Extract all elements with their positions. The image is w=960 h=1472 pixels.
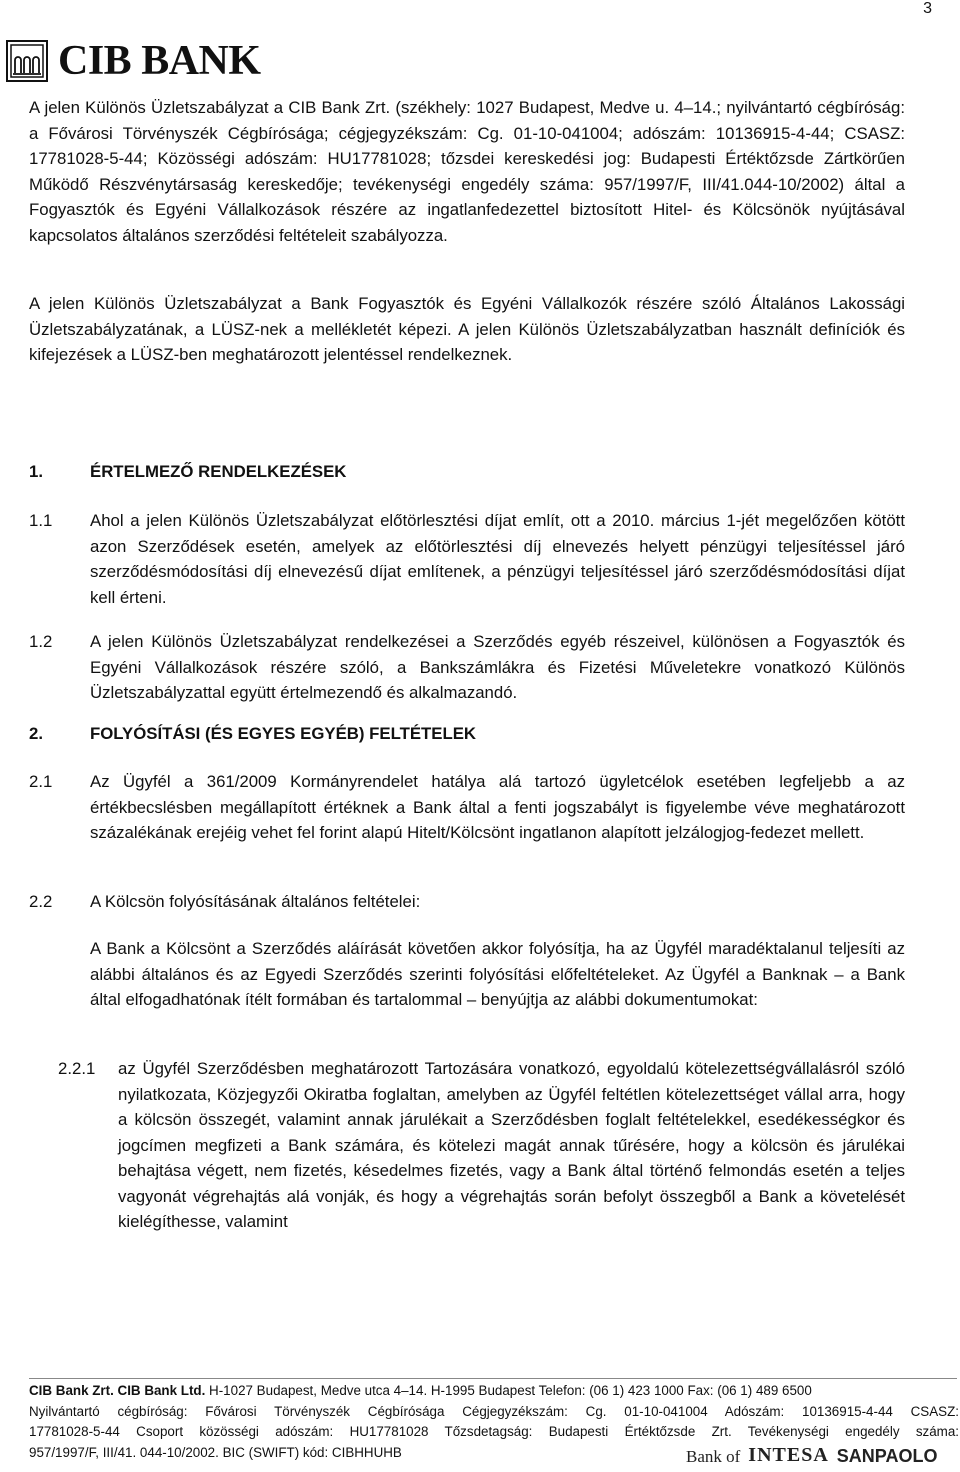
item-2-2-body: A Bank a Kölcsönt a Szerződés aláírását követően akkor folyósítja, ha az Ügyfél maradéktalanul teljesíti az alábbi általános és az Egyedi Szerződés szerinti folyósítási előfeltételeket. Az Ügyfél a Banknak – a Bank által elfogadhatónak ítélt formában és tartalommal – benyújtja az alábbi dokumentumokat: xyxy=(90,939,905,1009)
item-number: 2.1 xyxy=(29,772,53,791)
section-2-heading xyxy=(29,724,476,744)
item-1-2 xyxy=(29,629,905,706)
section-title: ÉRTELMEZŐ RENDELKEZÉSEK xyxy=(90,462,347,481)
intro-paragraph-1: A jelen Különös Üzletszabályzat a CIB Bank Zrt. (székhely: 1027 Budapest, Medve u. 4–14.; nyilvántartó cégbíróság: a Fővárosi Törvényszék Cégbírósága; cégjegyzékszám: Cg. 01-10-041004; adószám: 10136915-4-44; CSASZ: 17781028-5-44; Közösségi adószám: HU17781028; tőzsdei kereskedési jog: Budapesti Értéktőzsde Zártkörűen Működő Részvénytársaság kereskedője; tevékenységi engedély száma: 957/1997/F, III/41.044-10/2002) által a Fogyasztók és Egyéni Vállalkozások részére az ingatlanfedezettel biztosított Hitel- és Kölcsönök nyújtásával kapcsolatos általános szerződési feltételeit szabályozza. xyxy=(29,98,905,245)
item-number: 2.2.1 xyxy=(58,1059,96,1078)
item-number: 2.2 xyxy=(29,892,53,911)
item-number: 1.2 xyxy=(29,632,53,651)
footer-line-2: Nyilvántartó cégbíróság: Fővárosi Törvényszék Cégbírósága Cégjegyzékszám: Cg. 01-10-041004 Adószám: 10136915-4-44 CSASZ: xyxy=(29,1403,959,1419)
item-1-1 xyxy=(29,508,905,610)
item-text: az Ügyfél Szerződésben meghatározott Tartozására vonatkozó, egyoldalú kötelezettségvállalásról szóló nyilatkozata, Közjegyzői Okiratba foglaltan, amelyben az Ügyfél feltétlen kötelezettséget vállal arra, hogy a kölcsön összegét, valamint annak járulékait a Szerződésben foglalt feltételekkel, esedékességkor és jogcímen megfizeti a Bank számára, és kötelezi magát annak tűrésére, hogy a kölcsön és járulékai behajtása végett, nem fizetés, késedelmes fizetés, vagy a Bank által történő felmondás esetén a teljes vagyonát végrehajtás alá vonják, és hogy a végrehajtás során befolyt összegből a Bank a követelését kielégíthesse, valamint xyxy=(118,1059,905,1231)
item-2-2 xyxy=(29,889,905,915)
footer-divider xyxy=(29,1378,957,1379)
section-number: 2. xyxy=(29,724,43,743)
item-2-2-1 xyxy=(58,1056,905,1235)
footer-address: H-1027 Budapest, Medve utca 4–14. H-1995 Budapest Telefon: (06 1) 423 1000 Fax: (06 1) 489 6500 xyxy=(205,1383,812,1398)
bank-of-text: Bank of xyxy=(686,1447,741,1466)
item-text: Az Ügyfél a 361/2009 Kormányrendelet hatálya alá tartozó ügyletcélok esetében legfeljebb a az értékbecslésben megállapított értéknek a Bank által a fenti jogszabályt is figyelembe véve meghatározott százalékának erejéig vehet fel forint alapú Hitelt/Kölcsönt ingatlanon alapított jelzálogjog-fedezet mellett. xyxy=(90,772,905,842)
item-text: Ahol a jelen Különös Üzletszabályzat előtörlesztési díjat említ, ott a 2010. március 1-jét megelőzően kötött azon Szerződések esetén, amelyek az előtörlesztési díj elnevezés helyett pénzügyi teljesítéssel járó szerződésmódosítási díj elnevezésű díjat említenek, a pénzügyi teljesítéssel járó szerződésmódosítási díjat kell érteni. xyxy=(90,511,905,607)
intesa-sanpaolo-logo xyxy=(686,1444,937,1467)
section-number: 1. xyxy=(29,462,43,481)
page-number: 3 xyxy=(923,0,932,17)
item-text: A Kölcsön folyósításának általános feltételei: xyxy=(90,892,421,911)
footer-line-3: 17781028-5-44 Csoport közösségi adószám: HU17781028 Tőzsdetagság: Budapesti Értéktőzsde Zrt. Tevékenységi engedély száma: xyxy=(29,1424,959,1439)
cib-bank-logo xyxy=(6,38,261,84)
logo-wordmark: CIB BANK xyxy=(58,38,261,84)
footer-line-4: 957/1997/F, III/41. 044-10/2002. BIC (SWIFT) kód: CIBHHUHB xyxy=(29,1444,402,1460)
section-1-heading xyxy=(29,462,346,482)
footer-line-1 xyxy=(29,1381,959,1402)
intro-paragraph-2: A jelen Különös Üzletszabályzat a Bank Fogyasztók és Egyéni Vállalkozók részére szóló Általános Lakossági Üzletszabályzatának, a LÜSZ-nek a mellékletét képezi. A jelen Különös Üzletszabályzatban használt definíciók és kifejezések a LÜSZ-ben meghatározott jelentéssel rendelkeznek. xyxy=(29,294,905,364)
sanpaolo-wordmark: SANPAOLO xyxy=(836,1446,938,1466)
item-number: 1.1 xyxy=(29,511,53,530)
intesa-wordmark: INTESA xyxy=(748,1444,829,1466)
footer-company: CIB Bank Zrt. CIB Bank Ltd. xyxy=(29,1383,206,1398)
item-2-1 xyxy=(29,769,905,846)
item-text: A jelen Különös Üzletszabályzat rendelkezései a Szerződés egyéb részeivel, különösen a Fogyasztók és Egyéni Vállalkozások részére szóló, a Bankszámlákra és Fizetési Műveletekre vonatkozó Különös Üzletszabályzattal együtt értelmezendő és alkalmazandó. xyxy=(90,632,905,702)
section-title: FOLYÓSÍTÁSI (ÉS EGYES EGYÉB) FELTÉTELEK xyxy=(90,724,477,743)
cib-logo-columns-icon xyxy=(6,40,48,82)
